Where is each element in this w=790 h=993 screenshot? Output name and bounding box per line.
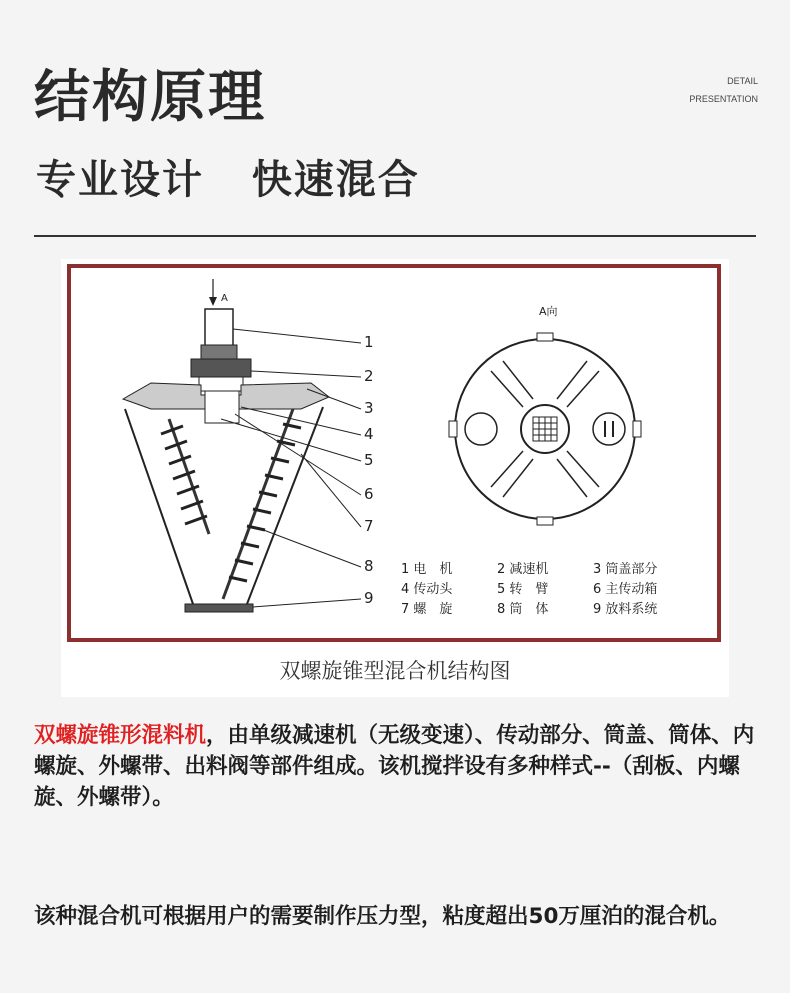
motor: [205, 309, 233, 349]
view-label: A向: [539, 305, 558, 318]
legend-item: 7 螺 旋: [401, 602, 453, 617]
legend-item: 5 转 臂: [497, 582, 549, 597]
callout-7: 7: [364, 517, 374, 535]
callout-6: 6: [364, 485, 374, 503]
view-arrow-head: [209, 297, 217, 306]
description-text: ，由单级减速机（无级变速）、传动部分、筒盖、筒体、内螺旋、外螺带、出料阀等部件组成。该机搅拌设有多种样式--（刮板、内螺旋、外螺带）。: [34, 723, 755, 810]
callout-5: 5: [364, 451, 374, 469]
description-2: 该种混合机可根据用户的需要制作压力型，粘度超出50万厘泊的混合机。: [34, 904, 731, 929]
left-lug: [449, 421, 457, 437]
bottom-lug: [537, 517, 553, 525]
callout-2: 2: [364, 367, 374, 385]
arrow-label: A: [221, 293, 228, 304]
callout-numbers: [364, 333, 374, 607]
drive-head: [205, 391, 239, 423]
callout-4: 4: [364, 425, 374, 443]
left-port: [465, 413, 497, 445]
divider: [34, 235, 756, 237]
right-lug: [633, 421, 641, 437]
tagline-line-1: DETAIL: [727, 76, 758, 86]
description: [34, 720, 759, 813]
callout-9: 9: [364, 589, 374, 607]
page-subtitle: 专业设计 快速混合: [36, 157, 420, 203]
product-name: 双螺旋锥形混料机: [34, 723, 207, 748]
tagline: [689, 72, 758, 108]
legend-item: 6 主传动箱: [593, 582, 658, 597]
page-title: 结构原理: [34, 65, 266, 130]
legend-item: 9 放料系统: [593, 602, 658, 617]
discharge-valve: [185, 604, 253, 612]
gear-box: [199, 377, 243, 391]
motor-base: [201, 345, 237, 359]
top-lug: [537, 333, 553, 341]
callout-8: 8: [364, 557, 374, 575]
callout-3: 3: [364, 399, 374, 417]
reducer: [191, 359, 251, 377]
legend-item: 1 电 机: [401, 562, 453, 577]
parts-legend: [401, 560, 701, 620]
diagram-caption: 双螺旋锥型混合机结构图: [279, 659, 511, 683]
legend-row: [401, 600, 701, 620]
structure-diagram: [61, 259, 729, 697]
diagram-drawing: [61, 259, 729, 697]
legend-item: 2 减速机: [497, 562, 549, 577]
legend-row: [401, 580, 701, 600]
cone-left: [125, 409, 193, 604]
callout-1: 1: [364, 333, 374, 351]
right-port: [593, 413, 625, 445]
legend-item: 4 传动头: [401, 582, 453, 597]
legend-item: 8 筒 体: [497, 602, 549, 617]
legend-row: [401, 560, 701, 580]
tagline-line-2: PRESENTATION: [689, 94, 758, 104]
legend-item: 3 筒盖部分: [593, 562, 658, 577]
